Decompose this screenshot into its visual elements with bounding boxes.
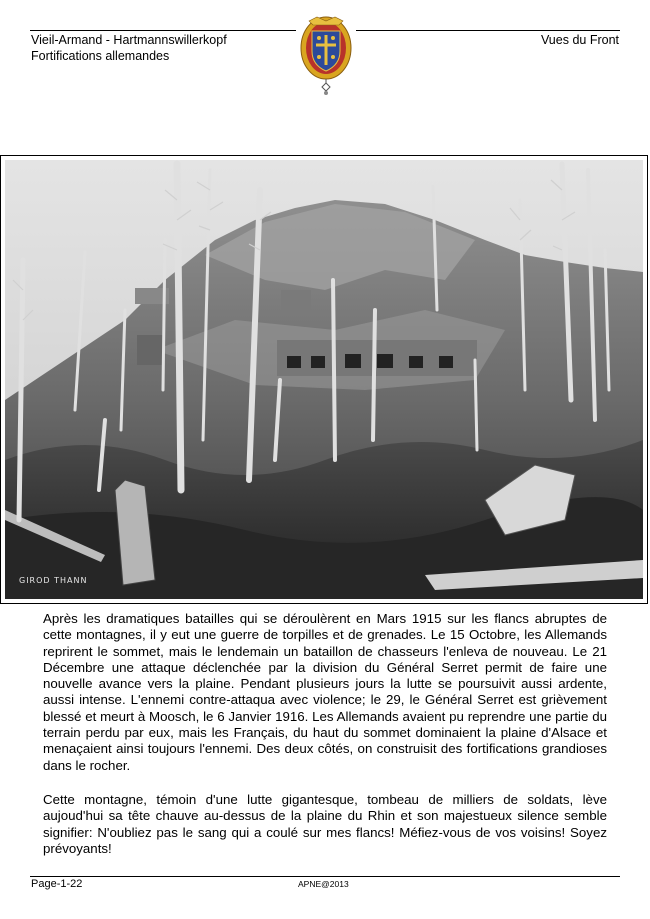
footer-rule [30,876,620,877]
header-rule-right [356,30,620,31]
battlefield-photograph [5,160,643,599]
photo-frame [0,155,648,604]
header-subtitle: Fortifications allemandes [31,49,170,63]
header-title: Vieil-Armand - Hartmannswillerkopf [31,33,227,47]
coat-of-arms-emblem [299,15,353,97]
header-rule-left [30,30,296,31]
page-number: Page-1-22 [31,878,83,890]
photo-credit: GIROD THANN [19,576,88,585]
header-series: Vues du Front [540,33,619,47]
copyright-notice: APNE@2013 [298,879,349,889]
body-paragraph-2: Cette montagne, témoin d'une lutte gigantesque, tombeau de milliers de soldats, lève aujoud'hui sa tête chauve au-dessus de la plaine du Rhin et son majestueux silence semble signifier: N'oubliez pas le sang qui a coulé sur mes flancs! Méfiez-vous de vos voisins! Soyez prévoyants! [43,792,607,856]
body-paragraph-1: Après les dramatiques batailles qui se déroulèrent en Mars 1915 sur les flancs abruptes de cette montagnes, il y eut une guerre de torpilles et de grenades. Le 15 Octobre, les Allemands reprirent le sommet, mais le lendemain un bataillon de chasseurs l'enleva de nouveau. Le 21 Décembre une attaque déclenchée par la division du Général Serret permit de faire une nouvelle avance vers la plaine. Pendant plusieurs jours la lutte se poursuivit aussi ardente, aussi intense. L'ennemi contre-attaqua avec violence; le 29, le Général Serret est grièvement blessé et meurt à Moosch, le 6 Janvier 1916. Les Allemands avaient pu reprendre une partie du terrain perdu par eux, mais les Français, du haut du sommet dominaient la plaine d'Alsace et menaçaient ainsi toujours l'ennemi. Des deux côtés, on construisit des fortifications grandioses dans le rocher. [43,611,607,773]
